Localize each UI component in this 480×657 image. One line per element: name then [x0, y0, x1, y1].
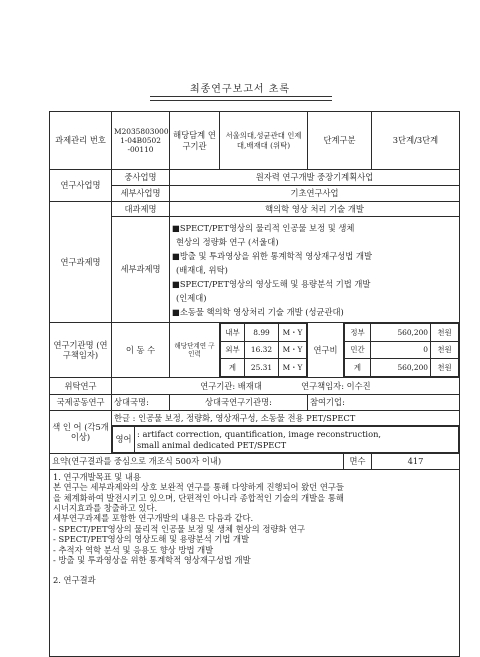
title-underline	[150, 96, 332, 101]
program-main-label: 중사업명	[112, 170, 170, 186]
detail-item: 현상의 정량화 연구 (서울대)	[176, 236, 279, 247]
program-sub-label: 세부사업명	[112, 186, 170, 202]
summary-header-row	[50, 454, 460, 470]
stage-value: 3단계/3단계	[372, 112, 460, 170]
summary-line: 을 체계화하여 발전시키고 있으며, 단편적인 아니라 종합적인 기술의 개발을 통해	[53, 492, 344, 503]
intl-company-label: 참여기업:	[308, 395, 460, 411]
summary-line: 1. 연구개발목표 및 내용	[53, 472, 141, 482]
manpower-value: 16.32	[245, 341, 279, 359]
keywords-en-value: : artifact correction, quantification, image reconstruction, small animal dedicated PET/SPECT	[135, 427, 459, 453]
inst-label: 해당담계 연구기관	[170, 112, 220, 170]
consign-inst-value: 배재대	[237, 380, 262, 391]
consign-value: 연구기관: 배재대 연구책임자: 이수진	[112, 378, 460, 395]
manpower-value: 25.31	[245, 359, 279, 377]
lead-row	[50, 323, 460, 378]
detail-item: ■소동물 핵의학 영상처리 기술 개발 (성균관대)	[172, 306, 344, 317]
intl-inst-label: 상대국연구기관명:	[170, 395, 308, 411]
program-label: 연구사업명	[50, 170, 112, 202]
manpower-unit: M・Y	[279, 341, 307, 359]
stage-label: 단계구분	[308, 112, 372, 170]
fund-value: 0	[371, 341, 431, 359]
manpower-key: 외부	[221, 341, 245, 359]
lead-label: 연구기관명 (연구책임자)	[50, 323, 112, 378]
project-main-value: 핵의학 영상 처리 기술 개발	[170, 202, 460, 217]
detail-item: (배재대, 위탁)	[176, 264, 228, 275]
summary-body	[50, 470, 460, 657]
fund-value: 560,200	[371, 324, 431, 342]
fund-key: 계	[345, 359, 371, 377]
consign-inst-label: 연구기관	[200, 380, 233, 391]
project-detail-list	[170, 217, 460, 323]
intl-row	[50, 395, 460, 411]
keywords-en	[112, 426, 460, 454]
manpower-table	[220, 323, 308, 378]
consign-label: 위탁연구	[50, 378, 112, 395]
keywords-en-label: 영어	[113, 427, 135, 453]
consign-row	[50, 378, 460, 395]
detail-item: ■SPECT/PET영상의 물리적 인공물 보정 및 생체	[172, 222, 355, 233]
manpower-label: 해당단계연 구인력	[170, 323, 220, 378]
keywords-ko-label: 한글	[114, 412, 131, 423]
project-detail-label: 세부과제명	[112, 217, 170, 323]
consign-pi-value: 이수진	[346, 380, 371, 391]
summary-label: 요약(연구결과를 중심으로 개조식 500자 이내)	[50, 454, 344, 470]
header-row	[50, 112, 460, 170]
fund-key: 정부	[345, 324, 371, 342]
fund-table	[344, 323, 460, 378]
manpower-key: 계	[221, 359, 245, 377]
intl-partner-label: 상대국명:	[112, 395, 170, 411]
program-main-value: 원자력 연구개발 중장기계획사업	[170, 170, 460, 186]
lead-name: 이 동 수	[112, 323, 170, 378]
intl-label: 국제공동연구	[50, 395, 112, 411]
summary-body-row	[50, 470, 460, 657]
detail-item: ■SPECT/PET영상의 영상도해 및 용량분석 기법 개발	[172, 278, 371, 289]
fund-value: 560,200	[371, 359, 431, 377]
fund-key: 민간	[345, 341, 371, 359]
keywords-ko-value: 인공물 보정, 정량화, 영상재구성, 소동물 전용 PET/SPECT	[138, 412, 356, 423]
manpower-value: 8.99	[245, 324, 279, 342]
project-label: 연구과제명	[50, 202, 112, 323]
fund-unit: 천원	[431, 324, 459, 342]
summary-line: 시너지효과를 창출하고 있다.	[53, 503, 158, 514]
summary-line: - 추적자 역학 분석 및 응용도 향상 방법 개발	[53, 544, 214, 555]
keywords-label: 색 인 어 (각5개이상)	[50, 411, 112, 454]
fund-label: 연구비	[308, 323, 344, 378]
results-heading: 2. 연구결과	[53, 575, 96, 586]
manpower-unit: M・Y	[279, 359, 307, 377]
summary-count-value: 417	[372, 454, 460, 470]
fund-unit: 천원	[431, 341, 459, 359]
project-main-label: 대과제명	[112, 202, 170, 217]
detail-item: ■방출 및 투과영상을 위한 통계학적 영상재구성법 개발	[172, 250, 372, 261]
summary-line: 세부연구과제를 포함한 연구개발의 내용은 다음과 같다.	[53, 513, 254, 524]
summary-line: - 방출 및 투과영상을 위한 통계학적 영상재구성법 개발	[53, 554, 251, 565]
consign-pi-label: 연구책임자	[301, 380, 342, 391]
inst-value: 서울의대,성균관대 인제대,배재대 (위탁)	[220, 112, 308, 170]
abstract-form-table	[49, 111, 460, 657]
summary-count-label: 면수	[344, 454, 372, 470]
summary-line: - SPECT/PET영상의 물리적 인공물 보정 및 생체 현상의 정량화 연구	[53, 523, 306, 534]
manpower-unit: M・Y	[279, 324, 307, 342]
mgmt-label: 과제관리 번호	[50, 112, 112, 170]
program-sub-value: 기초연구사업	[170, 186, 460, 202]
mgmt-number: M2035803000 1-04B0502 -00110	[112, 112, 170, 170]
document-title: 최종연구보고서 초록	[189, 84, 291, 95]
summary-line: 본 연구는 세부과제와의 상호 보완적 연구를 통해 다양하게 진행되어 왔던 연구들	[53, 482, 344, 493]
summary-line: - SPECT/PET영상의 영상도해 및 용량분석 기법 개발	[53, 534, 250, 545]
keywords-ko: 한글 : 인공물 보정, 정량화, 영상재구성, 소동물 전용 PET/SPECT	[112, 411, 460, 426]
fund-unit: 천원	[431, 359, 459, 377]
detail-item: (인제대)	[176, 292, 207, 303]
manpower-key: 내부	[221, 324, 245, 342]
